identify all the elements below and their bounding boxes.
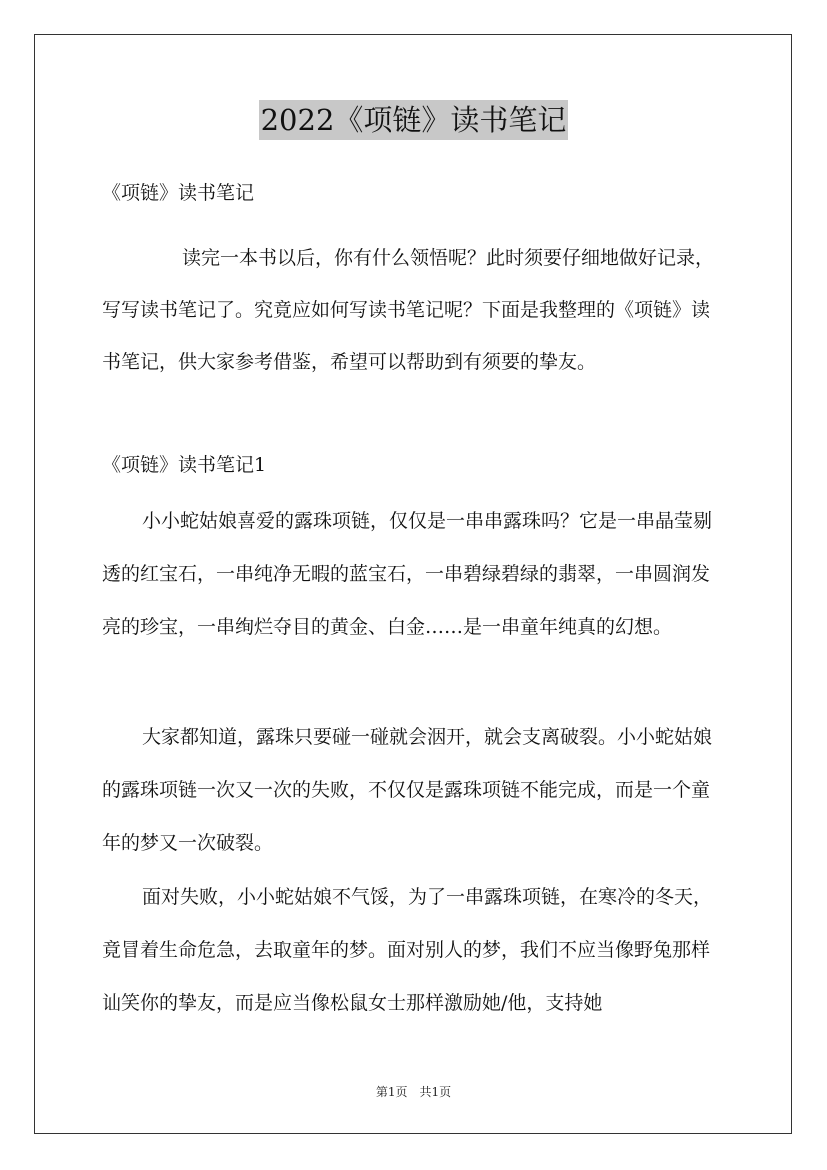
body-paragraph-1: 小小蛇姑娘喜爱的露珠项链，仅仅是一串串露珠吗？它是一串晶莹剔透的红宝石，一串纯净无暇的蓝宝石，一串碧绿碧绿的翡翠，一串圆润发亮的珍宝，一串绚烂夺目的黄金、白金……是一串童年纯真的幻想。 xyxy=(102,510,713,638)
subheading: 《项链》读书笔记 xyxy=(102,182,255,204)
title-wrap xyxy=(0,100,827,140)
intro-paragraph: 读完一本书以后，你有什么领悟呢？此时须要仔细地做好记录，写写读书笔记了。究竟应如何写读书笔记呢？下面是我整理的《项链》读书笔记，供大家参考借鉴，希望可以帮助到有须要的挚友。 xyxy=(102,247,715,373)
body-paragraph-3: 面对失败，小小蛇姑娘不气馁，为了一串露珠项链，在寒冷的冬天，竟冒着生命危急，去取童年的梦。面对别人的梦，我们不应当像野兔那样讪笑你的挚友，而是应当像松鼠女士那样激励她/他，支持她 xyxy=(102,886,713,1014)
document-title: 2022《项链》读书笔记 xyxy=(259,100,569,140)
body-paragraph-2: 大家都知道，露珠只要碰一碰就会洇开，就会支离破裂。小小蛇姑娘的露珠项链一次又一次的失败，不仅仅是露珠项链不能完成，而是一个童年的梦又一次破裂。 xyxy=(102,726,713,854)
page-footer: 第1页 共1页 xyxy=(375,1085,452,1099)
section-heading: 《项链》读书笔记1 xyxy=(102,454,267,476)
